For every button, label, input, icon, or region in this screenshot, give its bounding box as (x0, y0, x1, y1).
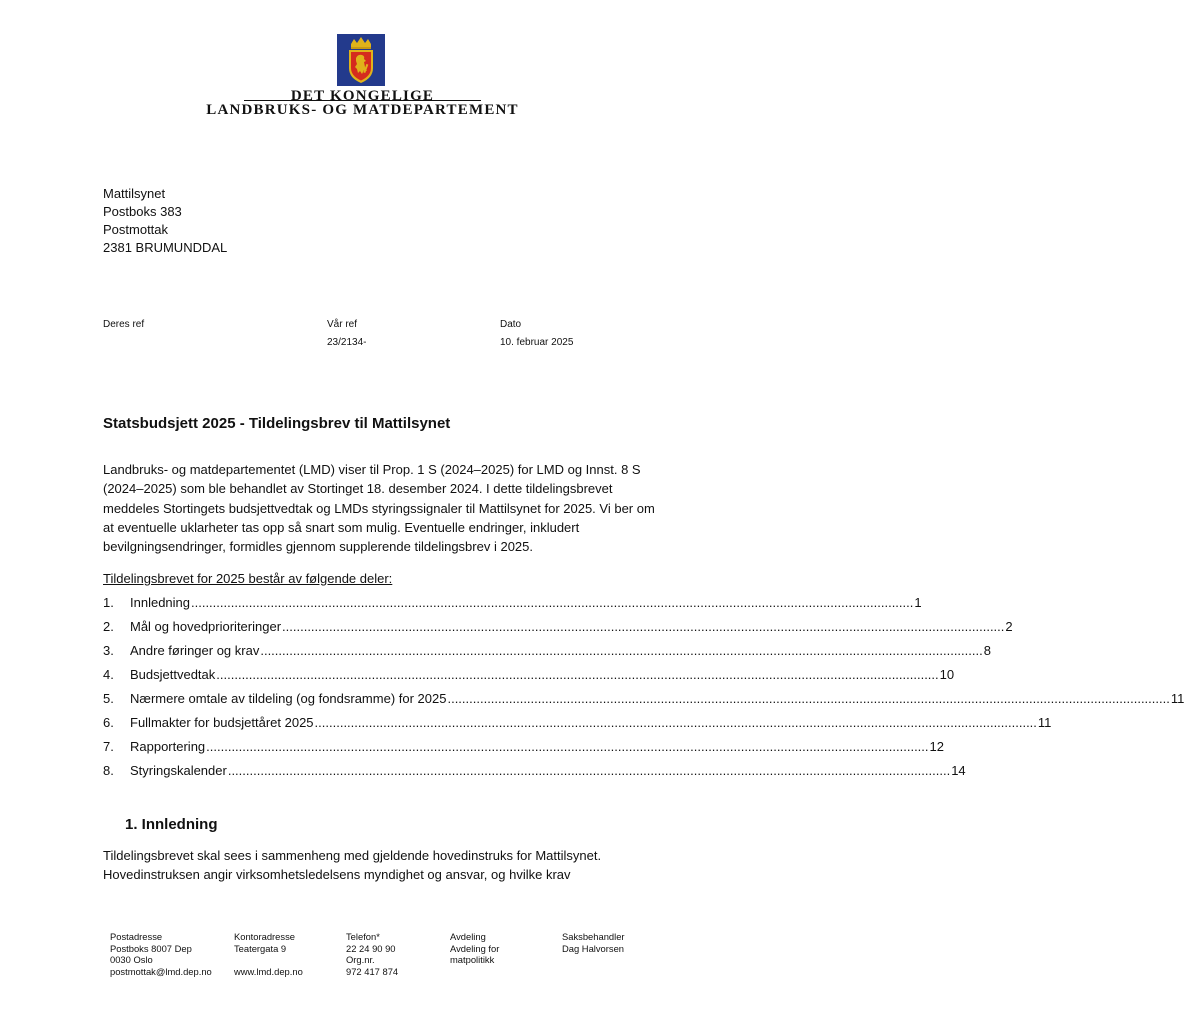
toc-item-number: 7. (103, 739, 114, 754)
footer-officer-column (562, 931, 625, 954)
header-divider (244, 100, 481, 101)
ministry-name-line2: LANDBRUKS- OG MATDEPARTEMENT (206, 102, 519, 118)
footer-line: 972 417 874 (346, 965, 399, 977)
toc-item-number: 6. (103, 715, 114, 730)
footer-spacer (234, 954, 303, 966)
toc-item-number: 4. (103, 667, 114, 682)
toc-item[interactable] (103, 667, 955, 687)
dato-value: 10. februar 2025 (500, 337, 574, 348)
footer-label: Postadresse (110, 931, 163, 942)
dato-label: Dato (500, 319, 522, 330)
footer-label: Kontoradresse (234, 931, 295, 942)
footer-department-column (450, 931, 499, 966)
ministry-name-line1: DET KONGELIGE (290, 88, 435, 104)
recipient-line: Postmottak (103, 222, 169, 237)
toc-item-title: Innledning (130, 595, 190, 610)
toc-item[interactable] (103, 763, 966, 783)
toc-item[interactable] (103, 715, 1052, 735)
footer-web-link[interactable]: www.lmd.dep.no (234, 965, 303, 977)
toc-leader-dots: ........................................................................................................................................................................................................ (191, 595, 914, 610)
var-ref-value: 23/2134- (327, 337, 367, 348)
toc-leader-dots: ........................................................................................................................................................................................................ (314, 715, 1037, 730)
recipient-line: Postboks 383 (103, 204, 182, 219)
toc-item-page: 10 (939, 667, 955, 682)
footer-postal-column (110, 931, 212, 977)
toc-item-number: 2. (103, 619, 114, 634)
var-ref-label: Vår ref (327, 319, 358, 330)
toc-item-title: Fullmakter for budsjettåret 2025 (130, 715, 314, 730)
footer-phone-column (346, 931, 398, 977)
toc-item-number: 8. (103, 763, 114, 778)
footer-line: Dag Halvorsen (562, 942, 625, 954)
toc-leader-dots: ........................................................................................................................................................................................................ (206, 739, 929, 754)
toc-item[interactable] (103, 643, 991, 663)
footer-label: Saksbehandler (562, 931, 625, 942)
norwegian-coat-of-arms-icon (337, 34, 385, 86)
toc-item[interactable] (103, 595, 922, 615)
section-body: Tildelingsbrevet skal sees i sammenheng med gjeldende hovedinstruks for Mattilsynet. Hovedinstruksen angir virksomhetsledelsens myndighet og ansvar, og hvilke krav (103, 848, 602, 882)
toc-item-page: 2 (1005, 619, 1013, 634)
footer-office-column (234, 931, 303, 977)
recipient-line: 2381 BRUMUNDDAL (103, 240, 228, 255)
toc-leader-dots: ........................................................................................................................................................................................................ (260, 643, 983, 658)
footer-line: Avdeling for (450, 942, 500, 954)
recipient-line: Mattilsynet (103, 186, 166, 201)
toc-item-title: Rapportering (130, 739, 206, 754)
deres-ref-label: Deres ref (103, 319, 145, 330)
intro-paragraph: Landbruks- og matdepartementet (LMD) viser til Prop. 1 S (2024–2025) for LMD og Innst. 8 S (2024–2025) som ble behandlet av Stortinget 18. desember 2024. I dette tildelingsbrevet meddeles Stortingets budsjettvedtak og LMDs styringssignaler til Mattilsynet for 2025. Vi ber om at eventuelle uklarheter tas opp så snart som mulig. Eventuelle endringer, inkludert bevilgningsendringer, formidles gjennom supplerende tildelingsbrev i 2025. (103, 462, 655, 555)
toc-item-title: Nærmere omtale av tildeling (og fondsramme) for 2025 (130, 691, 447, 706)
footer-email-link[interactable]: postmottak@lmd.dep.no (110, 965, 212, 977)
toc-item-page: 11 (1170, 691, 1184, 706)
toc-item-page: 14 (951, 763, 966, 778)
toc-item[interactable] (103, 739, 944, 759)
footer-label: Avdeling (450, 931, 486, 942)
footer-line: 0030 Oslo (110, 954, 153, 965)
footer-line: matpolitikk (450, 954, 495, 965)
footer-label: Telefon* (346, 931, 380, 942)
toc-item-number: 5. (103, 691, 114, 706)
footer-line: Teatergata 9 (234, 942, 287, 954)
toc-heading: Tildelingsbrevet for 2025 består av følgende deler: (103, 571, 393, 586)
toc-item-title: Andre føringer og krav (130, 643, 260, 658)
toc-item-page: 11 (1037, 715, 1052, 730)
toc-leader-dots: ........................................................................................................................................................................................................ (282, 619, 1005, 634)
footer-line: Postboks 8007 Dep (110, 942, 192, 954)
toc-item-title: Mål og hovedprioriteringer (130, 619, 282, 634)
footer-label: Org.nr. (346, 954, 375, 965)
document-title: Statsbudsjett 2025 - Tildelingsbrev til Mattilsynet (103, 415, 451, 432)
toc-item[interactable] (103, 619, 1013, 639)
toc-item-number: 1. (103, 595, 114, 610)
toc-leader-dots: ........................................................................................................................................................................................................ (227, 763, 951, 778)
toc-item[interactable] (103, 691, 1184, 711)
toc-item-number: 3. (103, 643, 114, 658)
toc-item-page: 12 (929, 739, 944, 754)
toc-leader-dots: ........................................................................................................................................................................................................ (447, 691, 1170, 706)
toc-item-page: 1 (914, 595, 922, 610)
footer-line: 22 24 90 90 (346, 942, 396, 954)
toc-leader-dots: ........................................................................................................................................................................................................ (216, 667, 939, 682)
toc-item-page: 8 (983, 643, 991, 658)
section-heading: 1. Innledning (125, 816, 218, 833)
toc-item-title: Styringskalender (130, 763, 227, 778)
toc-item-title: Budsjettvedtak (130, 667, 216, 682)
